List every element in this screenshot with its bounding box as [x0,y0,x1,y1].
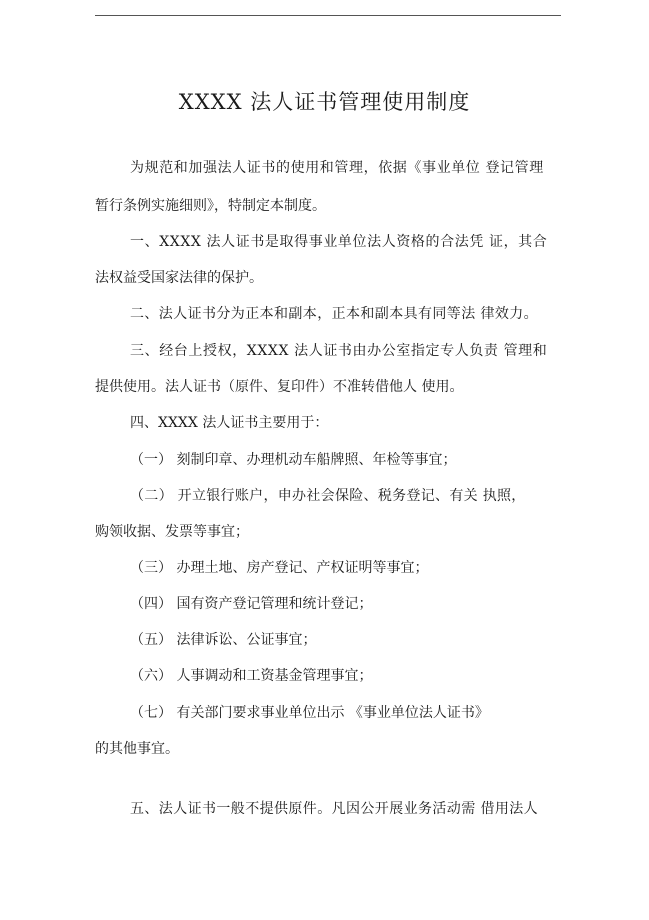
paragraph-3-line-2: 提供使用。法人证书（原件、复印件）不准转借他人 使用。 [95,379,464,395]
paragraph-1-line-2: 法权益受国家法律的保护。 [95,270,263,286]
list-item-6: （六） 人事调动和工资基金管理事宜； [130,668,373,684]
paragraph-3-line-1: 三、经台上授权，XXXX 法人证书由办公室指定专人负责 管理和 [130,343,548,359]
list-item-7-line-2: 的其他事宜。 [95,741,179,757]
paragraph-intro-line-2: 暂行条例实施细则》，特制定本制度。 [95,198,326,214]
list-item-5: （五） 法律诉讼、公证事宜； [130,632,317,648]
header-rule [95,15,561,16]
paragraph-2-line-1: 二、法人证书分为正本和副本，正本和副本具有同等法 律效力。 [130,306,539,322]
list-item-7-line-1: （七） 有关部门要求事业单位出示 《事业单位法人证书》 [130,705,489,721]
list-item-2-line-1: （二） 开立银行账户，申办社会保险、税务登记、有关 执照， [130,488,526,504]
paragraph-4-line-1: 四、XXXX 法人证书主要用于： [130,415,329,431]
list-item-3: （三） 办理土地、房产登记、产权证明等事宜； [130,560,429,576]
list-item-2-line-2: 购领收据、发票等事宜； [95,524,249,540]
paragraph-5-line-1: 五、法人证书一般不提供原件。凡因公开展业务活动需 借用法人 [130,801,539,817]
paragraph-intro-line-1: 为规范和加强法人证书的使用和管理，依据《事业单位 登记管理 [130,160,544,176]
list-item-4: （四） 国有资产登记管理和统计登记； [130,596,373,612]
list-item-1: （一） 刻制印章、办理机动车船牌照、年检等事宜； [130,452,457,468]
paragraph-1-line-1: 一、XXXX 法人证书是取得事业单位法人资格的合法凭 证，其合 [130,234,548,250]
document-title: XXXX 法人证书管理使用制度 [178,90,471,114]
